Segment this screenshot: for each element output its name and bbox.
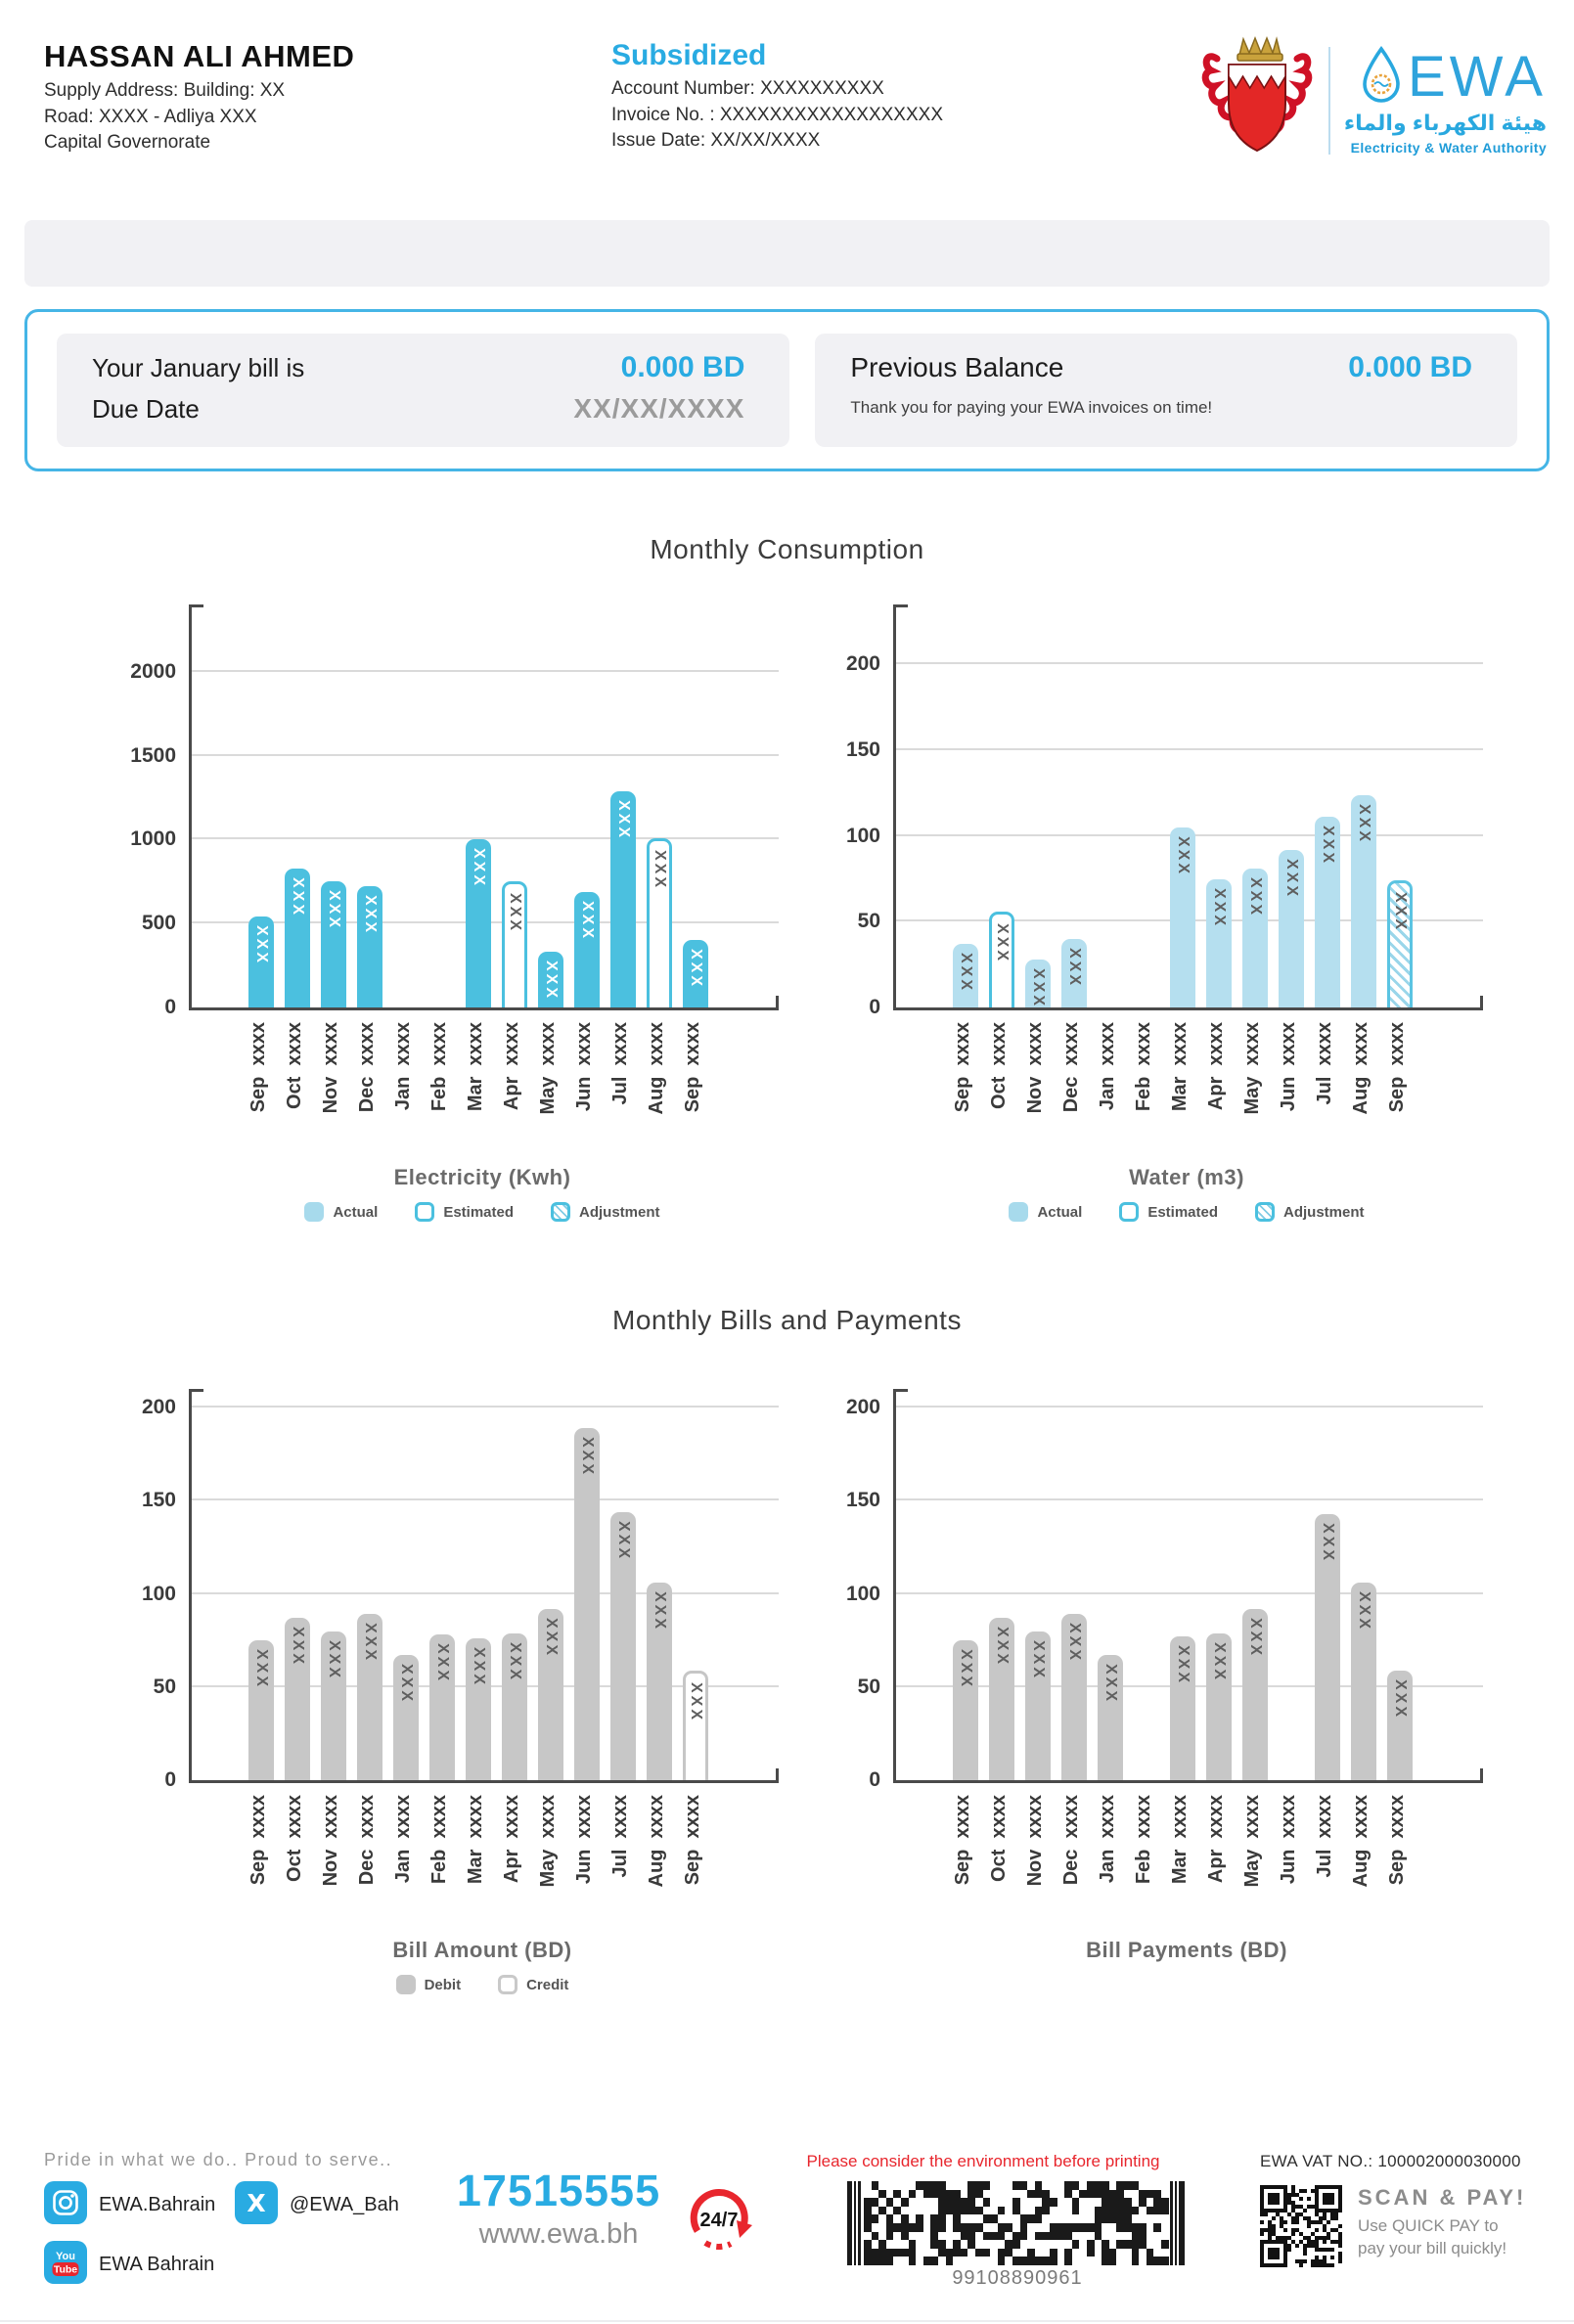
due-date-label: Due Date xyxy=(92,394,200,424)
bar-value-label: XXX xyxy=(1066,947,1083,988)
bar-jun-actual xyxy=(1279,850,1304,1007)
bar-value-label: XXX xyxy=(994,1627,1011,1668)
y-axis-tick: 100 xyxy=(845,1582,880,1605)
chart-title: Water (m3) xyxy=(1129,1165,1244,1189)
y-axis-tick: 50 xyxy=(857,1675,880,1698)
legend-label: Adjustment xyxy=(579,1203,660,1221)
y-axis-tick: 0 xyxy=(869,996,880,1018)
x-axis-label: Dec xxxx xyxy=(1060,1795,1082,1886)
bar-may-actual xyxy=(1242,869,1268,1007)
water-consumption-chart xyxy=(790,604,1495,1222)
axis-notch xyxy=(1480,996,1483,1007)
chart-x-labels xyxy=(950,1022,1495,1151)
bar-mar-actual xyxy=(1170,827,1195,1007)
bar-oct-debit xyxy=(989,1618,1014,1780)
bar-value-label: XXX xyxy=(1392,1678,1409,1720)
legend-swatch-debit xyxy=(396,1975,416,1994)
legend-swatch-credit xyxy=(498,1975,517,1994)
x-axis-label: Nov xxxx xyxy=(1024,1022,1046,1114)
bar-apr-estimated xyxy=(502,881,527,1007)
thanks-note: Thank you for paying your EWA invoices on time! xyxy=(850,398,1213,417)
chart-plot-area xyxy=(130,604,779,1018)
bar-value-label: XXX xyxy=(507,893,523,934)
chart-plot-area xyxy=(845,1389,1483,1791)
scan-pay-line1: Use QUICK PAY to xyxy=(1358,2216,1499,2235)
bar-apr-debit xyxy=(502,1633,527,1780)
bar-value-label: XXX xyxy=(688,1681,704,1722)
electricity-consumption-chart xyxy=(86,604,790,1222)
x-axis-label: Apr xxxx xyxy=(1205,1022,1227,1111)
bar-dec-debit xyxy=(357,1614,382,1780)
x-axis-label: Feb xxxx xyxy=(1133,1022,1154,1112)
x-axis-label: Sep xxxx xyxy=(247,1795,269,1886)
supply-address xyxy=(44,78,592,156)
logo-divider xyxy=(1328,47,1330,155)
bar-jun-actual xyxy=(574,892,600,1007)
x-axis-label: Aug xxxx xyxy=(1350,1022,1372,1115)
svg-text:Tube: Tube xyxy=(53,2263,78,2276)
youtube-handle[interactable]: EWA Bahrain xyxy=(99,2254,215,2275)
bar-value-label: XXX xyxy=(1175,1645,1192,1686)
bar-value-label: XXX xyxy=(1066,1623,1083,1664)
y-axis-tick: 100 xyxy=(141,1582,176,1605)
bar-jan-debit xyxy=(1098,1655,1123,1780)
x-axis-label: Jan xxxx xyxy=(392,1022,414,1111)
x-axis-label: Oct xxxx xyxy=(284,1022,305,1109)
ewa-logo xyxy=(1199,33,1547,167)
legend-swatch-adjustment xyxy=(551,1202,570,1222)
y-axis-tick: 50 xyxy=(153,1675,176,1698)
bar-jul-debit xyxy=(1315,1514,1340,1780)
bahrain-coat-of-arms-icon xyxy=(1199,33,1315,167)
current-bill-panel xyxy=(57,334,789,447)
x-axis-label: Feb xxxx xyxy=(1133,1795,1154,1885)
quickpay-qr-code xyxy=(1260,2185,1342,2267)
bar-value-label: XXX xyxy=(1356,803,1372,844)
chart-x-labels xyxy=(246,1795,790,1924)
bar-value-label: XXX xyxy=(688,949,704,990)
bar-value-label: XXX xyxy=(326,890,342,931)
x-axis-label: Apr xxxx xyxy=(501,1022,522,1111)
x-axis-label: Sep xxxx xyxy=(952,1795,973,1886)
legend-label: Debit xyxy=(424,1976,462,1993)
youtube-link[interactable] xyxy=(44,2241,235,2289)
y-axis-tick: 1000 xyxy=(130,827,176,851)
customer-name: HASSAN ALI AHMED xyxy=(44,39,355,73)
x-axis-label: Jun xxxx xyxy=(573,1795,595,1885)
bar-jul-debit xyxy=(610,1512,636,1780)
chart-title: Bill Amount (BD) xyxy=(392,1938,572,1962)
bar-dec-debit xyxy=(1061,1614,1087,1780)
instagram-icon[interactable] xyxy=(44,2181,87,2229)
bar-sep-actual xyxy=(248,916,274,1007)
y-axis-tick: 100 xyxy=(845,824,880,847)
x-axis-label: Apr xxxx xyxy=(1205,1795,1227,1884)
bar-aug-actual xyxy=(1351,795,1376,1007)
bar-value-label: XXX xyxy=(579,900,596,941)
legend-label: Actual xyxy=(1037,1203,1083,1221)
x-axis-label: Jun xxxx xyxy=(1278,1022,1299,1112)
legend-item-debit xyxy=(396,1975,462,1994)
bill-payments-chart xyxy=(790,1389,1495,1975)
bar-jan-debit xyxy=(393,1655,419,1780)
x-axis-label: Mar xxxx xyxy=(1169,1795,1191,1885)
legend-item-actual xyxy=(1009,1202,1082,1222)
axis-notch xyxy=(896,604,908,607)
bar-oct-debit xyxy=(285,1618,310,1780)
bar-value-label: XXX xyxy=(1211,887,1228,928)
x-axis-label: Apr xxxx xyxy=(501,1795,522,1884)
y-axis-tick: 0 xyxy=(164,996,176,1018)
bill-summary-box xyxy=(24,309,1550,471)
x-axis-label: Jun xxxx xyxy=(573,1022,595,1112)
chart-plot-area xyxy=(845,604,1483,1018)
y-axis-tick: 500 xyxy=(141,912,176,935)
x-axis-label: Jan xxxx xyxy=(1097,1795,1118,1884)
bar-value-label: XXX xyxy=(543,1617,560,1658)
legend-item-adjustment xyxy=(551,1202,660,1222)
x-axis-label: Jul xxxx xyxy=(609,1795,631,1878)
bar-value-label: XXX xyxy=(1320,1522,1336,1563)
legend-swatch-estimated xyxy=(415,1202,434,1222)
bar-sep-debit xyxy=(1387,1671,1413,1780)
scan-pay-line2: pay your bill quickly! xyxy=(1358,2239,1507,2257)
bar-sep-adjustment xyxy=(1387,880,1413,1007)
bar-may-debit xyxy=(538,1609,563,1780)
svg-text:You: You xyxy=(56,2251,75,2262)
bar-dec-actual xyxy=(1061,939,1087,1007)
x-handle[interactable]: @EWA_Bah xyxy=(290,2194,399,2215)
x-axis-label: Sep xxxx xyxy=(1386,1022,1408,1113)
x-axis-label: Mar xxxx xyxy=(465,1022,486,1112)
y-axis-tick: 0 xyxy=(869,1768,880,1791)
ewa-english-name: Electricity & Water Authority xyxy=(1350,140,1547,156)
legend-swatch-estimated xyxy=(1119,1202,1139,1222)
account-details xyxy=(611,76,1159,155)
x-axis-label: Mar xxxx xyxy=(465,1795,486,1885)
axis-notch xyxy=(192,1389,203,1392)
bar-value-label: XXX xyxy=(362,1623,379,1664)
bar-nov-actual xyxy=(1025,960,1051,1007)
bar-oct-estimated xyxy=(989,912,1014,1007)
x-axis-label: Jan xxxx xyxy=(392,1795,414,1884)
x-axis-label: May xxxx xyxy=(1241,1022,1263,1115)
legend-label: Estimated xyxy=(1147,1203,1219,1221)
y-axis-tick: 2000 xyxy=(130,659,176,683)
bar-sep-debit xyxy=(953,1640,978,1780)
instagram-link[interactable] xyxy=(44,2181,235,2229)
bar-value-label: XXX xyxy=(1247,1617,1264,1658)
legend-swatch-actual xyxy=(304,1202,324,1222)
chart-x-labels xyxy=(950,1795,1495,1924)
x-axis-label: Sep xxxx xyxy=(247,1022,269,1113)
bar-value-label: XXX xyxy=(1030,967,1047,1008)
contact-block xyxy=(427,2166,691,2251)
consumption-section-title: Monthly Consumption xyxy=(650,534,924,564)
legend-item-adjustment xyxy=(1255,1202,1365,1222)
bar-value-label: XXX xyxy=(253,925,270,966)
x-axis-label: Oct xxxx xyxy=(988,1022,1010,1109)
legend-label: Adjustment xyxy=(1283,1203,1365,1221)
x-axis-label: Nov xxxx xyxy=(1024,1795,1046,1887)
y-axis-tick: 200 xyxy=(845,652,880,676)
bar-value-label: XXX xyxy=(1320,826,1336,867)
bar-value-label: XXX xyxy=(471,1647,487,1688)
bills-section-title: Monthly Bills and Payments xyxy=(612,1305,962,1335)
legend-item-credit xyxy=(498,1975,568,1994)
chart-legend xyxy=(893,1202,1480,1222)
chart-x-labels xyxy=(246,1022,790,1151)
bar-may-actual xyxy=(538,952,563,1007)
bar-mar-debit xyxy=(466,1638,491,1780)
bar-may-debit xyxy=(1242,1609,1268,1780)
bar-value-label: XXX xyxy=(1356,1591,1372,1632)
instagram-handle[interactable]: EWA.Bahrain xyxy=(99,2194,216,2215)
bar-value-label: XXX xyxy=(958,1649,974,1690)
chart-legend xyxy=(189,1202,776,1222)
website-url[interactable]: www.ewa.bh xyxy=(478,2218,639,2250)
account-block xyxy=(611,39,1159,155)
bar-value-label: XXX xyxy=(652,849,668,890)
bar-sep-actual xyxy=(953,944,978,1007)
tagline: Pride in what we do.. Proud to serve.. xyxy=(44,2150,393,2169)
x-axis-label: Sep xxxx xyxy=(682,1022,703,1113)
legend-item-estimated xyxy=(1119,1202,1218,1222)
axis-notch xyxy=(896,1389,908,1392)
barcode-number: 99108890961 xyxy=(952,2267,1083,2289)
vat-number: EWA VAT NO.: 100002000030000 xyxy=(1260,2152,1521,2170)
bar-value-label: XXX xyxy=(615,799,632,840)
x-axis-label: Feb xxxx xyxy=(428,1022,450,1112)
bar-value-label: XXX xyxy=(1030,1639,1047,1680)
chart-legend xyxy=(189,1975,776,1994)
bar-oct-actual xyxy=(285,869,310,1007)
legend-label: Credit xyxy=(526,1976,569,1993)
y-axis-tick: 150 xyxy=(845,738,880,762)
24-7-badge xyxy=(683,2183,755,2260)
bar-value-label: XXX xyxy=(398,1664,415,1705)
x-axis-label: Jun xxxx xyxy=(1278,1795,1299,1885)
chart-title: Bill Payments (BD) xyxy=(1086,1938,1287,1962)
previous-balance-panel xyxy=(815,334,1517,447)
address-line-1: Supply Address: Building: XX xyxy=(44,80,286,101)
legend-swatch-adjustment xyxy=(1255,1202,1275,1222)
scan-and-pay xyxy=(1260,2185,1526,2267)
bar-feb-debit xyxy=(429,1634,455,1780)
issue-date: Issue Date: XX/XX/XXXX xyxy=(611,130,821,152)
axis-notch xyxy=(776,1768,779,1780)
bar-value-label: XXX xyxy=(471,848,487,889)
bar-apr-debit xyxy=(1206,1633,1232,1780)
invoice-barcode xyxy=(847,2181,1188,2265)
bar-mar-debit xyxy=(1170,1636,1195,1780)
bar-value-label: XXX xyxy=(994,922,1011,963)
bar-jun-debit xyxy=(574,1428,600,1780)
bill-label: Your January bill is xyxy=(92,353,305,382)
x-axis-label: Jul xxxx xyxy=(1314,1022,1335,1105)
bar-sep-debit xyxy=(248,1640,274,1780)
previous-balance-amount: 0.000 BD xyxy=(1348,351,1472,383)
bar-value-label: XXX xyxy=(1102,1664,1119,1705)
y-axis-tick: 150 xyxy=(845,1489,880,1512)
bar-value-label: XXX xyxy=(434,1643,451,1684)
bar-value-label: XXX xyxy=(1175,835,1192,876)
bill-amount: 0.000 BD xyxy=(620,351,745,383)
x-axis-label: Dec xxxx xyxy=(356,1795,378,1886)
legend-label: Actual xyxy=(333,1203,379,1221)
x-axis-label: May xxxx xyxy=(1241,1795,1263,1888)
tariff-type: Subsidized xyxy=(611,39,767,71)
phone-number: 17515555 xyxy=(456,2166,661,2215)
bar-jul-actual xyxy=(610,791,636,1007)
ewa-wordmark xyxy=(1344,45,1547,156)
bar-sep-credit xyxy=(683,1671,708,1780)
bar-value-label: XXX xyxy=(1283,858,1300,899)
invoice-number: Invoice No. : XXXXXXXXXXXXXXXXXX xyxy=(611,104,943,125)
x-axis-label: Oct xxxx xyxy=(284,1795,305,1882)
bar-aug-estimated xyxy=(647,838,672,1007)
legend-label: Estimated xyxy=(443,1203,515,1221)
x-axis-label: Jan xxxx xyxy=(1097,1022,1118,1111)
bar-value-label: XXX xyxy=(253,1649,270,1690)
bar-value-label: XXX xyxy=(543,961,560,1002)
axis-notch xyxy=(1480,1768,1483,1780)
x-axis-label: Oct xxxx xyxy=(988,1795,1010,1882)
bar-value-label: XXX xyxy=(362,895,379,936)
y-axis-tick: 200 xyxy=(141,1396,176,1419)
bar-aug-debit xyxy=(647,1583,672,1780)
svg-text:X: X xyxy=(247,2189,266,2217)
bottom-divider xyxy=(0,2320,1574,2322)
bar-value-label: XXX xyxy=(958,953,974,994)
bar-value-label: XXX xyxy=(507,1641,523,1682)
address-line-2: Road: XXXX - Adliya XXX xyxy=(44,106,257,127)
y-axis-tick: 0 xyxy=(164,1768,176,1791)
bar-value-label: XXX xyxy=(326,1639,342,1680)
due-date-value: XX/XX/XXXX xyxy=(573,393,745,424)
axis-notch xyxy=(776,996,779,1007)
x-icon[interactable] xyxy=(235,2181,278,2229)
bar-value-label: XXX xyxy=(579,1437,596,1478)
ewa-logo-text: EWA xyxy=(1408,44,1547,109)
x-axis-label: Aug xxxx xyxy=(646,1022,667,1115)
y-axis-tick: 50 xyxy=(857,910,880,933)
bar-value-label: XXX xyxy=(1247,877,1264,918)
scan-pay-title: SCAN & PAY! xyxy=(1358,2185,1527,2210)
bar-nov-debit xyxy=(321,1631,346,1780)
bar-sep-actual xyxy=(683,940,708,1007)
x-axis-label: Sep xxxx xyxy=(682,1795,703,1886)
x-axis-label: Sep xxxx xyxy=(952,1022,973,1113)
customer-block xyxy=(44,39,592,156)
x-axis-label: May xxxx xyxy=(537,1022,559,1115)
bar-value-label: XXX xyxy=(290,876,306,917)
previous-balance-label: Previous Balance xyxy=(850,352,1064,382)
y-axis-tick: 1500 xyxy=(130,743,176,767)
bar-nov-actual xyxy=(321,881,346,1007)
chart-plot-area xyxy=(141,1389,779,1791)
ewa-arabic-name: هيئة الكهرباء والماء xyxy=(1343,111,1547,135)
bar-apr-actual xyxy=(1206,879,1232,1007)
legend-swatch-actual xyxy=(1009,1202,1028,1222)
bill-amount-chart xyxy=(86,1389,790,1994)
social-links xyxy=(44,2181,470,2289)
bar-dec-actual xyxy=(357,886,382,1007)
notice-bar xyxy=(24,220,1550,287)
bar-value-label: XXX xyxy=(1392,892,1409,933)
x-axis-label: Jul xxxx xyxy=(1314,1795,1335,1878)
x-axis-label: Dec xxxx xyxy=(356,1022,378,1113)
address-line-3: Capital Governorate xyxy=(44,132,211,154)
account-number: Account Number: XXXXXXXXXX xyxy=(611,78,884,99)
bar-value-label: XXX xyxy=(652,1591,668,1632)
x-axis-label: Aug xxxx xyxy=(1350,1795,1372,1888)
x-axis-label: Mar xxxx xyxy=(1169,1022,1191,1112)
legend-item-estimated xyxy=(415,1202,514,1222)
x-axis-label: Feb xxxx xyxy=(428,1795,450,1885)
x-axis-label: Sep xxxx xyxy=(1386,1795,1408,1886)
x-axis-label: Nov xxxx xyxy=(320,1022,341,1114)
axis-notch xyxy=(192,604,203,607)
bar-mar-actual xyxy=(466,839,491,1007)
x-axis-label: Nov xxxx xyxy=(320,1795,341,1887)
bar-value-label: XXX xyxy=(1211,1641,1228,1682)
legend-item-actual xyxy=(304,1202,378,1222)
y-axis-tick: 150 xyxy=(141,1489,176,1512)
chart-title: Electricity (Kwh) xyxy=(393,1165,571,1189)
bar-nov-debit xyxy=(1025,1631,1051,1780)
bar-value-label: XXX xyxy=(290,1627,306,1668)
x-axis-label: Aug xxxx xyxy=(646,1795,667,1888)
availability-text: 24/7 xyxy=(699,2210,739,2231)
bar-jul-actual xyxy=(1315,817,1340,1007)
environment-note: Please consider the environment before printing xyxy=(806,2152,1160,2170)
bar-value-label: XXX xyxy=(615,1520,632,1561)
bar-aug-debit xyxy=(1351,1583,1376,1780)
x-axis-label: Jul xxxx xyxy=(609,1022,631,1105)
x-axis-label: May xxxx xyxy=(537,1795,559,1888)
water-drop-icon xyxy=(1361,45,1402,109)
y-axis-tick: 200 xyxy=(845,1396,880,1419)
youtube-icon[interactable] xyxy=(44,2241,87,2289)
x-axis-label: Dec xxxx xyxy=(1060,1022,1082,1113)
